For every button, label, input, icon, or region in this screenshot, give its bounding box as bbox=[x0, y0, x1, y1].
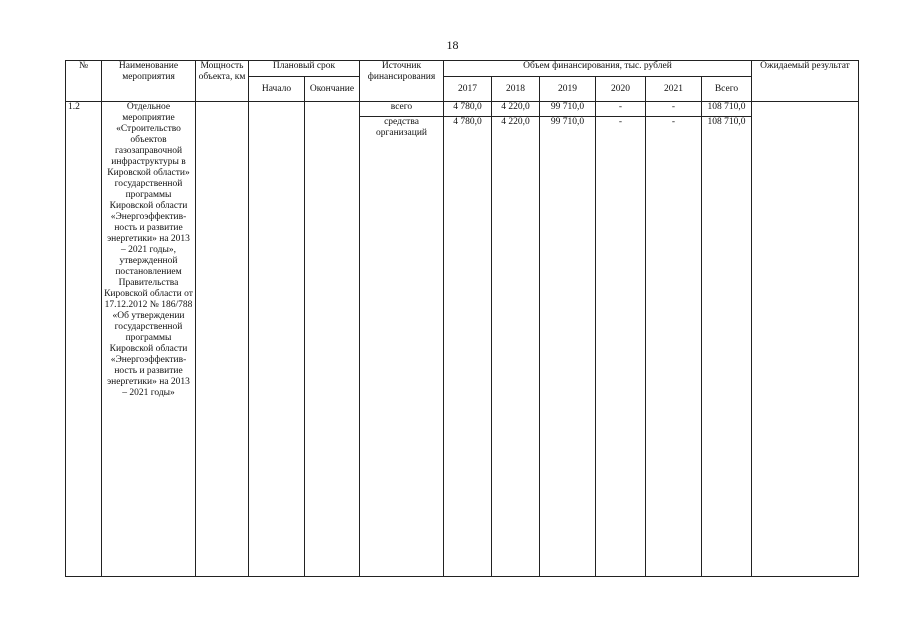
value-cell: - bbox=[646, 102, 702, 117]
value-cell: 4 220,0 bbox=[492, 102, 540, 117]
row-expected-result bbox=[752, 102, 859, 577]
row-name: Отдельное мероприятие «Строительство объектов газозаправочной инфраструктуры в Кировской области» государственной программы Кировской области «Энергоэффектив-ность и развитие энергетики» на 2013 – 2021 годы», утвержденной постановлением Правительства Кировской области от 17.12.2012 № 186/788 «Об утверждении государственной программы Кировской области «Энергоэффектив-ность и развитие энергетики» на 2013 – 2021 годы» bbox=[102, 102, 196, 577]
header-year-2021: 2021 bbox=[646, 77, 702, 102]
header-year-2017: 2017 bbox=[444, 77, 492, 102]
header-row-1 bbox=[66, 61, 859, 77]
row-capacity bbox=[196, 102, 249, 577]
header-year-2018: 2018 bbox=[492, 77, 540, 102]
header-capacity: Мощность объекта, км bbox=[196, 61, 249, 102]
header-funding-volume: Объем финансирования, тыс. рублей bbox=[444, 61, 752, 77]
value-cell: - bbox=[646, 117, 702, 577]
header-year-2020: 2020 bbox=[596, 77, 646, 102]
header-number: № bbox=[66, 61, 102, 102]
header-name: Наименование мероприятия bbox=[102, 61, 196, 102]
header-start: Начало bbox=[249, 77, 305, 102]
header-planned-period: Плановый срок bbox=[249, 61, 360, 77]
header-source: Источник финансирования bbox=[360, 61, 444, 102]
header-expected-result: Ожидаемый результат bbox=[752, 61, 859, 102]
header-year-total: Всего bbox=[702, 77, 752, 102]
value-cell: 108 710,0 bbox=[702, 117, 752, 577]
row-number: 1.2 bbox=[66, 102, 102, 577]
source-label: средства организаций bbox=[360, 117, 444, 577]
page-number: 18 bbox=[446, 38, 459, 52]
row-end bbox=[305, 102, 360, 577]
row-start bbox=[249, 102, 305, 577]
funding-table bbox=[65, 60, 859, 577]
header-year-2019: 2019 bbox=[540, 77, 596, 102]
source-label: всего bbox=[360, 102, 444, 117]
value-cell: - bbox=[596, 117, 646, 577]
value-cell: 99 710,0 bbox=[540, 102, 596, 117]
value-cell: - bbox=[596, 102, 646, 117]
value-cell: 108 710,0 bbox=[702, 102, 752, 117]
value-cell: 4 780,0 bbox=[444, 117, 492, 577]
data-row-total bbox=[66, 102, 859, 117]
value-cell: 4 220,0 bbox=[492, 117, 540, 577]
header-end: Окончание bbox=[305, 77, 360, 102]
value-cell: 99 710,0 bbox=[540, 117, 596, 577]
value-cell: 4 780,0 bbox=[444, 102, 492, 117]
